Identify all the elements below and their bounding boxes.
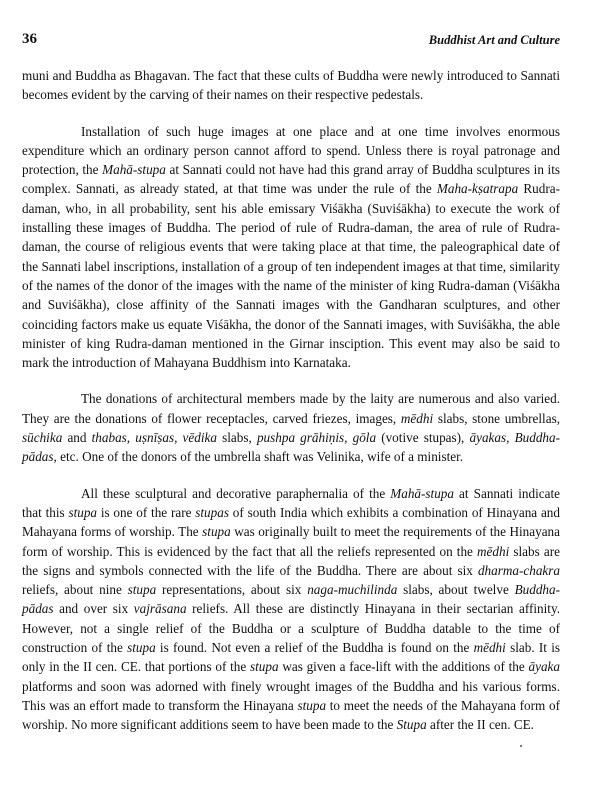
italic-term: vajrāsana <box>133 601 187 617</box>
text-run: , etc. One of the donors of the umbrella shaft was Velinika, wife of a minister. <box>53 449 464 465</box>
stray-mark <box>520 745 522 747</box>
text-run: after the II cen. CE. <box>426 717 534 733</box>
text-run: at Sannati indicate that this <box>22 485 560 520</box>
text-run: slabs are the signs and symbols connected with the life of the Buddha. There are about six <box>22 543 560 578</box>
italic-term: naga-muchilinda <box>307 582 398 598</box>
italic-term: stupas <box>195 504 229 520</box>
italic-term: stupa <box>249 659 279 675</box>
italic-term: Mahā-stupa <box>390 485 454 501</box>
italic-term: stupa <box>127 582 157 598</box>
paragraph <box>22 484 560 735</box>
italic-term: āyakas, Buddha-pādas <box>22 430 560 465</box>
italic-term: mēdhi <box>400 410 434 426</box>
text-run: is one of the rare <box>97 504 196 520</box>
italic-term: stupa <box>68 504 98 520</box>
italic-term: dharma-chakra <box>477 562 560 578</box>
text-run: slabs, stone umbrellas, <box>433 410 560 426</box>
italic-term: stupa <box>202 524 231 540</box>
text-run: to meet the needs of the Mahayana form of worship. No more significant additions seem to have been made to the <box>22 697 560 733</box>
text-run: platforms and soon was adorned with finely wrought images of the Buddha and his various forms. This was an effort made to transform the Hinayana <box>22 678 560 713</box>
text-run: was given a face-lift with the additions of the <box>278 659 529 675</box>
paragraph <box>22 122 560 373</box>
italic-term: thabas, uṣnīṣas, vēdika <box>91 430 217 446</box>
text-run: reliefs, about nine <box>22 582 128 598</box>
page-header <box>22 30 560 50</box>
italic-term: Maha-kṣatrapa <box>436 181 519 197</box>
italic-term: Mahā-stupa <box>102 162 166 178</box>
italic-term: sūchika <box>22 430 63 446</box>
page-number: 36 <box>22 31 37 47</box>
text-run: and over six <box>53 601 134 617</box>
italic-term: mēdhi <box>473 640 506 656</box>
text-run: reliefs. All these are distinctly Hinayana in their sectarian affinity. However, not a single relief of the Buddha or a sculpture of Buddha datable to the time of construction of the <box>22 601 560 656</box>
text-run: (votive stupas), <box>376 430 470 446</box>
italic-term: stupa <box>297 697 327 713</box>
italic-term: āyaka <box>528 659 560 675</box>
italic-term: pushpa grāhiṇis, gōla <box>256 430 377 446</box>
text-run: slabs, about twelve <box>397 582 515 598</box>
text-run: muni and Buddha as Bhagavan. The fact that these cults of Buddha were newly introduced to Sannati becomes evident by the carving of their names on their respective pedestals. <box>22 68 560 103</box>
italic-term: stupa <box>127 640 156 656</box>
italic-term: mēdhi <box>477 543 510 559</box>
text-run: of south India which exhibits a combination of Hinayana and Mahayana forms of worship. The <box>22 504 560 540</box>
text-run: was originally built to meet the requirements of the Hinayana form of worship. This is evidenced by the fact that all the reliefs represented on the <box>22 524 560 559</box>
italic-term: Buddha-pādas <box>22 582 561 617</box>
paragraph <box>22 66 560 105</box>
text-run: Rudra-daman, who, in all probability, sent his able emissary Viśākha (Suviśākha) to execute the work of installing these images of Buddha. The period of rule of Rudra-daman, the area of rule of Rudra-daman, the course of religious events that were taking place at that time, the paleographical date of the Sannati label inscriptions, installation of a group of ten independent images at that time, similarity of the names of the donor of the images with the name of the minister of king Rudra-daman (Viśākha and Suviśākha), close affinity of the Sannati images with the Gandharan sculptures, and other coinciding factors make us equate Viśākha, the donor of the Sannati images, with Suviśākha, the able minister of king Rudra-daman mentioned in the Girnar insciption. This event may also be said to mark the introduction of Mahayana Buddhism into Karnataka. <box>22 181 560 371</box>
text-run: is found. Not even a relief of the Buddha is found on the <box>155 640 474 656</box>
paragraph <box>22 389 560 466</box>
text-run: at Sannati could not have had this grand array of Buddha sculptures in its complex. Sannati, as already stated, at that time was under the rule of the <box>22 162 560 197</box>
text-run: and <box>62 430 92 446</box>
italic-term: Stupa <box>396 717 427 733</box>
text-run: The donations of architectural members made by the laity are numerous and also varied. They are the donations of flower receptacles, carved friezes, images, <box>22 391 560 426</box>
running-head: Buddhist Art and Culture <box>428 33 560 47</box>
text-run: slab. It is only in the II cen. CE. that portions of the <box>22 640 560 675</box>
text-run: representations, about six <box>156 582 308 598</box>
body-text <box>22 66 560 735</box>
text-run: Installation of such huge images at one place and at one time involves enormous expenditure which an ordinary person cannot afford to spend. Unless there is royal patronage and protection, the <box>22 123 560 178</box>
text-run: slabs, <box>216 430 257 446</box>
text-run: All these sculptural and decorative paraphernalia of the <box>81 485 391 501</box>
